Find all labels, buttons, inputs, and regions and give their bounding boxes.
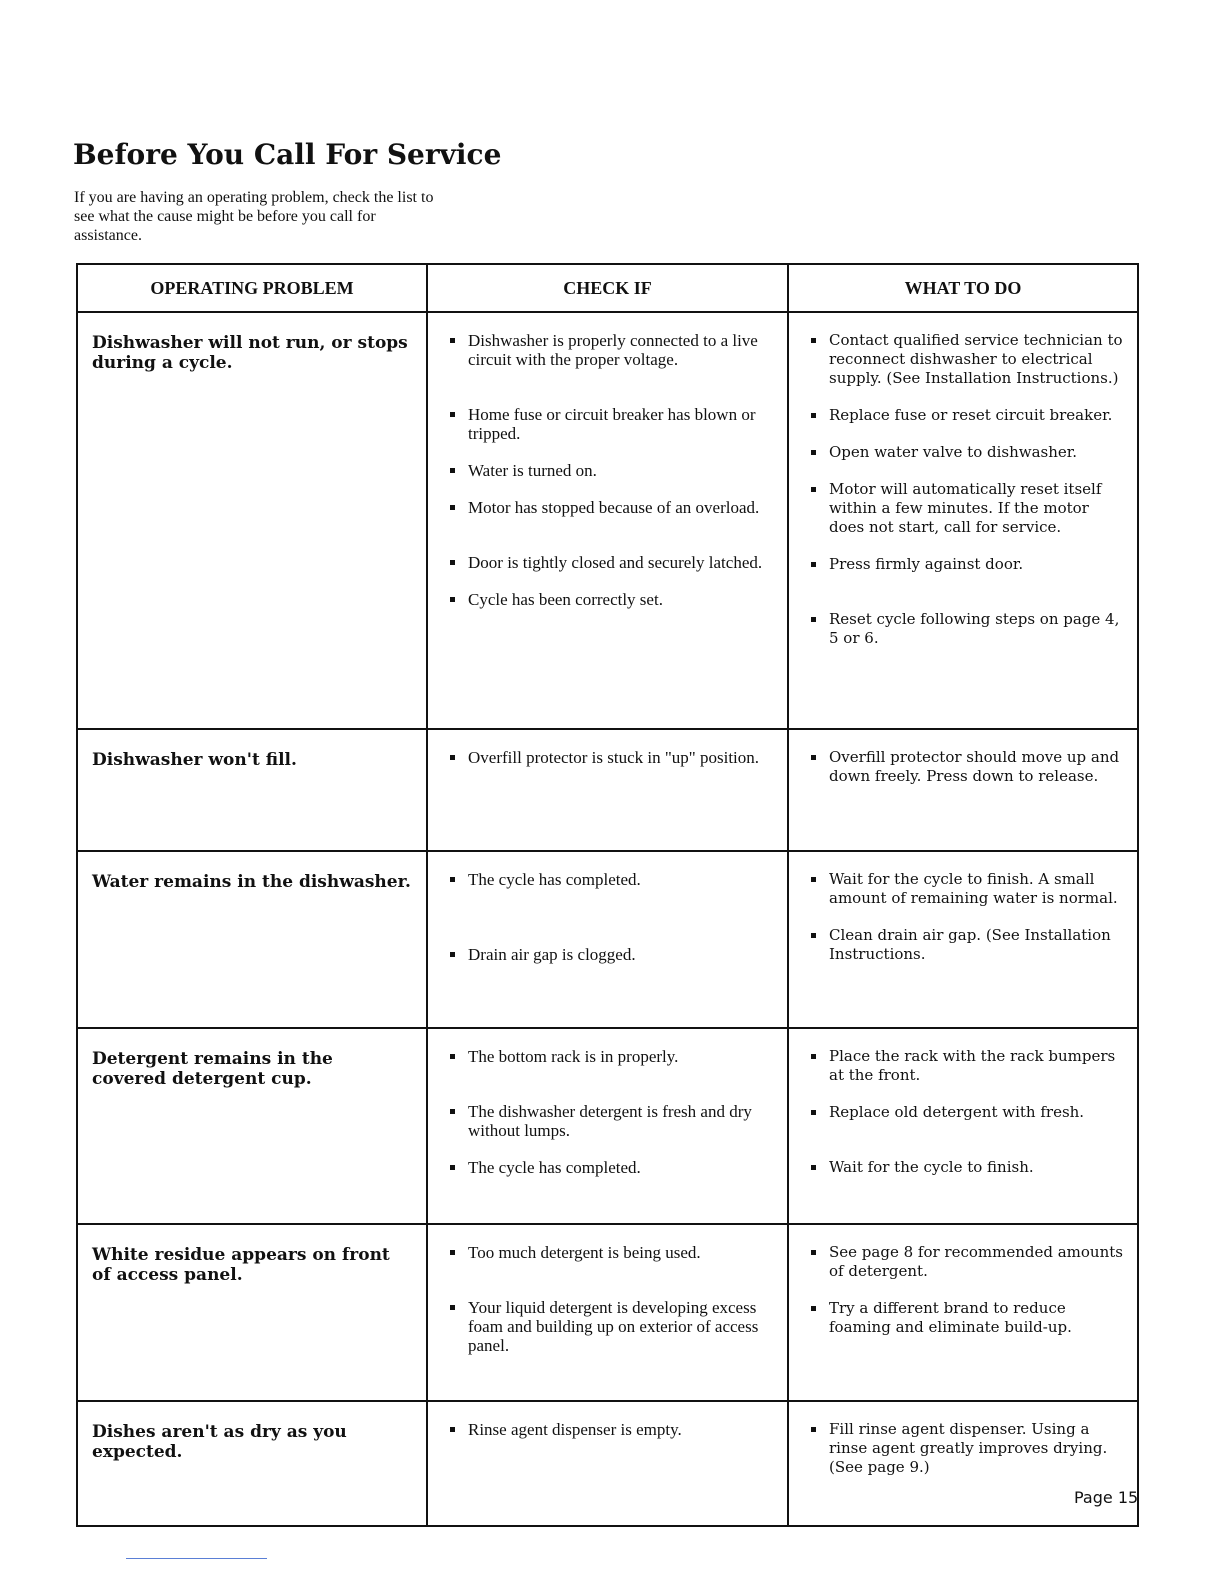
action-item: Replace fuse or reset circuit breaker. [809, 406, 1125, 425]
problem-cell: Water remains in the dishwasher. [77, 851, 427, 1028]
action-item: Wait for the cycle to finish. A small amount of remaining water is normal. [809, 870, 1125, 908]
check-cell [427, 1224, 788, 1401]
action-item: Fill rinse agent dispenser. Using a rinse agent greatly improves drying. (See page 9.) [809, 1420, 1125, 1477]
check-cell [427, 1401, 788, 1526]
table-row [77, 1401, 1138, 1526]
action-item: Contact qualified service technician to reconnect dishwasher to electrical supply. (See Installation Instructions.) [809, 331, 1125, 388]
check-item: The cycle has completed. [448, 870, 775, 889]
check-item: Overfill protector is stuck in "up" position. [448, 748, 775, 767]
check-item: Too much detergent is being used. [448, 1243, 775, 1262]
action-item: See page 8 for recommended amounts of detergent. [809, 1243, 1125, 1281]
action-item: Press firmly against door. [809, 555, 1125, 574]
check-item: The cycle has completed. [448, 1158, 775, 1177]
action-item: Overfill protector should move up and down freely. Press down to release. [809, 748, 1125, 786]
check-item: Rinse agent dispenser is empty. [448, 1420, 775, 1439]
table-row [77, 1224, 1138, 1401]
page-title: Before You Call For Service [73, 138, 502, 171]
table-row [77, 851, 1138, 1028]
action-cell [788, 851, 1138, 1028]
action-item: Open water valve to dishwasher. [809, 443, 1125, 462]
action-item: Reset cycle following steps on page 4, 5 or 6. [809, 610, 1125, 648]
header-check-if: CHECK IF [427, 264, 788, 312]
check-item: The bottom rack is in properly. [448, 1047, 775, 1066]
check-item: Your liquid detergent is developing excess foam and building up on exterior of access panel. [448, 1298, 775, 1355]
check-item: Cycle has been correctly set. [448, 590, 775, 609]
action-item: Clean drain air gap. (See Installation Instructions. [809, 926, 1125, 964]
action-cell [788, 1224, 1138, 1401]
intro-text: If you are having an operating problem, check the list to see what the cause might be before you call for assistance. [74, 189, 434, 244]
action-item: Motor will automatically reset itself within a few minutes. If the motor does not start, call for service. [809, 480, 1125, 537]
problem-cell: White residue appears on front of access panel. [77, 1224, 427, 1401]
problem-cell: Dishes aren't as dry as you expected. [77, 1401, 427, 1526]
troubleshooting-table [76, 263, 1139, 1527]
check-item: Door is tightly closed and securely latched. [448, 553, 775, 572]
check-cell [427, 312, 788, 729]
header-what-to-do: WHAT TO DO [788, 264, 1138, 312]
action-cell [788, 729, 1138, 851]
table-row [77, 729, 1138, 851]
problem-cell: Detergent remains in the covered detergent cup. [77, 1028, 427, 1224]
check-item: Motor has stopped because of an overload. [448, 498, 775, 517]
action-cell [788, 1028, 1138, 1224]
header-operating-problem: OPERATING PROBLEM [77, 264, 427, 312]
check-item: The dishwasher detergent is fresh and dry without lumps. [448, 1102, 775, 1140]
check-item: Home fuse or circuit breaker has blown or tripped. [448, 405, 775, 443]
page-number: Page 15 [1074, 1488, 1139, 1507]
check-item: Water is turned on. [448, 461, 775, 480]
action-cell [788, 1401, 1138, 1526]
check-cell [427, 729, 788, 851]
action-cell [788, 312, 1138, 729]
action-item: Try a different brand to reduce foaming and eliminate build-up. [809, 1299, 1125, 1337]
action-item: Wait for the cycle to finish. [809, 1158, 1125, 1177]
check-item: Dishwasher is properly connected to a live circuit with the proper voltage. [448, 331, 775, 369]
scan-mark-line [126, 1558, 267, 1559]
check-item: Drain air gap is clogged. [448, 945, 775, 964]
check-cell [427, 851, 788, 1028]
problem-cell: Dishwasher will not run, or stops during a cycle. [77, 312, 427, 729]
table-row [77, 312, 1138, 729]
check-cell [427, 1028, 788, 1224]
table-row [77, 1028, 1138, 1224]
problem-cell: Dishwasher won't fill. [77, 729, 427, 851]
action-item: Replace old detergent with fresh. [809, 1103, 1125, 1122]
action-item: Place the rack with the rack bumpers at the front. [809, 1047, 1125, 1085]
table-header-row [77, 264, 1138, 312]
